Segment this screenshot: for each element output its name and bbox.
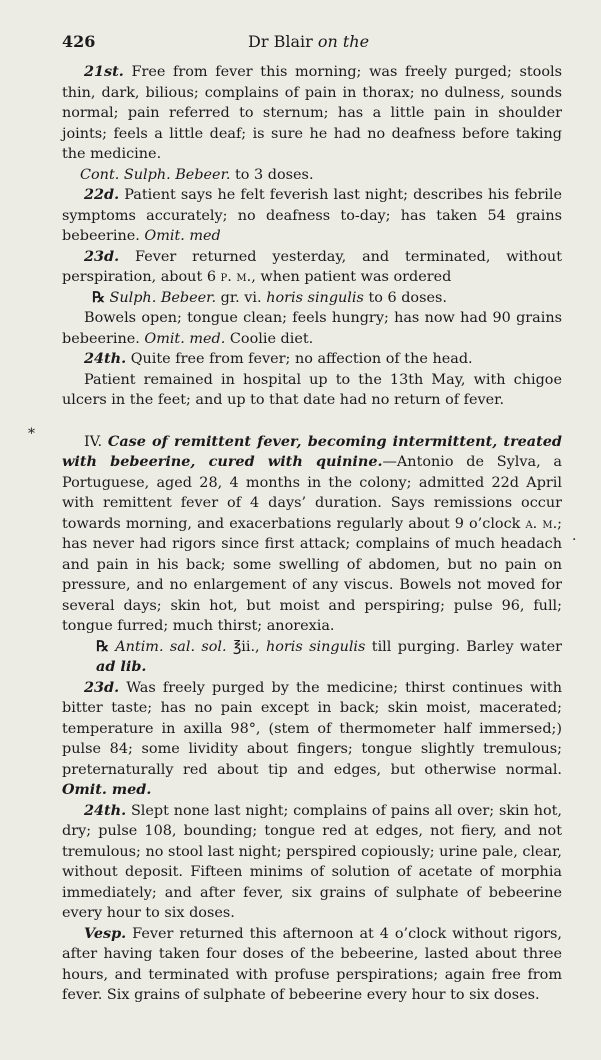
prescription-antim: ℞ Antim. sal. sol. ℥ii., horis singulis till purging. Barley water ad lib. bbox=[96, 637, 562, 675]
case-entry-vesp: Vesp. Fever returned this afternoon at 4 o’clock without rigors, after having taken four doses of the bebeerine, lasted about three hours, and terminated with profuse perspirations; again free from fever. Six grains of sulphate of bebeerine every hour to six doses. bbox=[62, 924, 562, 1003]
page-header bbox=[62, 32, 550, 54]
entry-24th: 24th. Quite free from fever; no affection of the head. bbox=[84, 350, 473, 367]
prescription-sulph-bebeer: ℞ Sulph. Bebeer. gr. vi. horis singulis to 6 doses. bbox=[92, 288, 447, 306]
case-iv-intro: IV. Case of remittent fever, becoming intermittent, treated with bebeerine, cured with quinine.—Antonio de Sylva, a Portuguese, aged 28, 4 months in the colony; admitted 22d April with remittent fever of 4 days’ duration. Says remissions occur towards morning, and exacerbations regularly about 9 o’clock a. m.; has never had rigors since first attack; complains of much headach and pain in his back; some swelling of abdomen, but no pain on pressure, and no enlargement of any viscus. Bowels not moved for several days; skin hot, but moist and perspiring; pulse 96, full; tongue furred; much thirst; anorexia. bbox=[62, 432, 562, 634]
margin-star-mark: * bbox=[28, 426, 35, 442]
entry-continue: Cont. Sulph. Bebeer. to 3 doses. bbox=[80, 166, 314, 183]
margin-dot-mark: · bbox=[572, 532, 577, 548]
running-head: Dr Blair on the bbox=[248, 32, 370, 51]
entry-bowels: Bowels open; tongue clean; feels hungry; has now had 90 grains bebeerine. Omit. med. Coolie diet. bbox=[62, 310, 562, 347]
case-entry-23d: 23d. Was freely purged by the medicine; thirst continues with bitter taste; has no pain except in back; skin moist, macerated; temperature in axilla 98°, (stem of thermometer half immersed;) pulse 84; some lividity about fingers; tongue slightly tremulous; preternaturally red about tip and edges, but otherwise normal. Omit. med. bbox=[62, 678, 562, 798]
page-body bbox=[62, 62, 562, 1006]
entry-23d: 23d. Fever returned yesterday, and terminated, without perspiration, about 6 p. m., when patient was ordered bbox=[62, 247, 562, 285]
entry-remained: Patient remained in hospital up to the 13th May, with chigoe ulcers in the feet; and up to that date had no return of fever. bbox=[62, 371, 562, 408]
entry-21st: 21st. Free from fever this morning; was freely purged; stools thin, dark, bilious; complains of pain in thorax; no dulness, sounds normal; pain referred to sternum; has a little pain in shoulder joints; feels a little deaf; is sure he had no deafness before taking the medicine. bbox=[62, 63, 562, 162]
entry-22d: 22d. Patient says he felt feverish last night; describes his febrile symptoms accurately; no deafness to-day; has taken 54 grains bebeerine. Omit. med bbox=[62, 186, 562, 244]
recipe-symbol-2: ℞ bbox=[96, 637, 109, 655]
recipe-symbol: ℞ bbox=[92, 288, 105, 306]
case-entry-24th: 24th. Slept none last night; complains of pains all over; skin hot, dry; pulse 108, bounding; tongue red at edges, not fiery, and not tremulous; no stool last night; perspired copiously; urine pale, clear, without deposit. Fifteen minims of solution of acetate of morphia immediately; and after fever, six grains of sulphate of bebeerine every hour to six doses. bbox=[62, 801, 562, 921]
page-number: 426 bbox=[62, 32, 96, 51]
